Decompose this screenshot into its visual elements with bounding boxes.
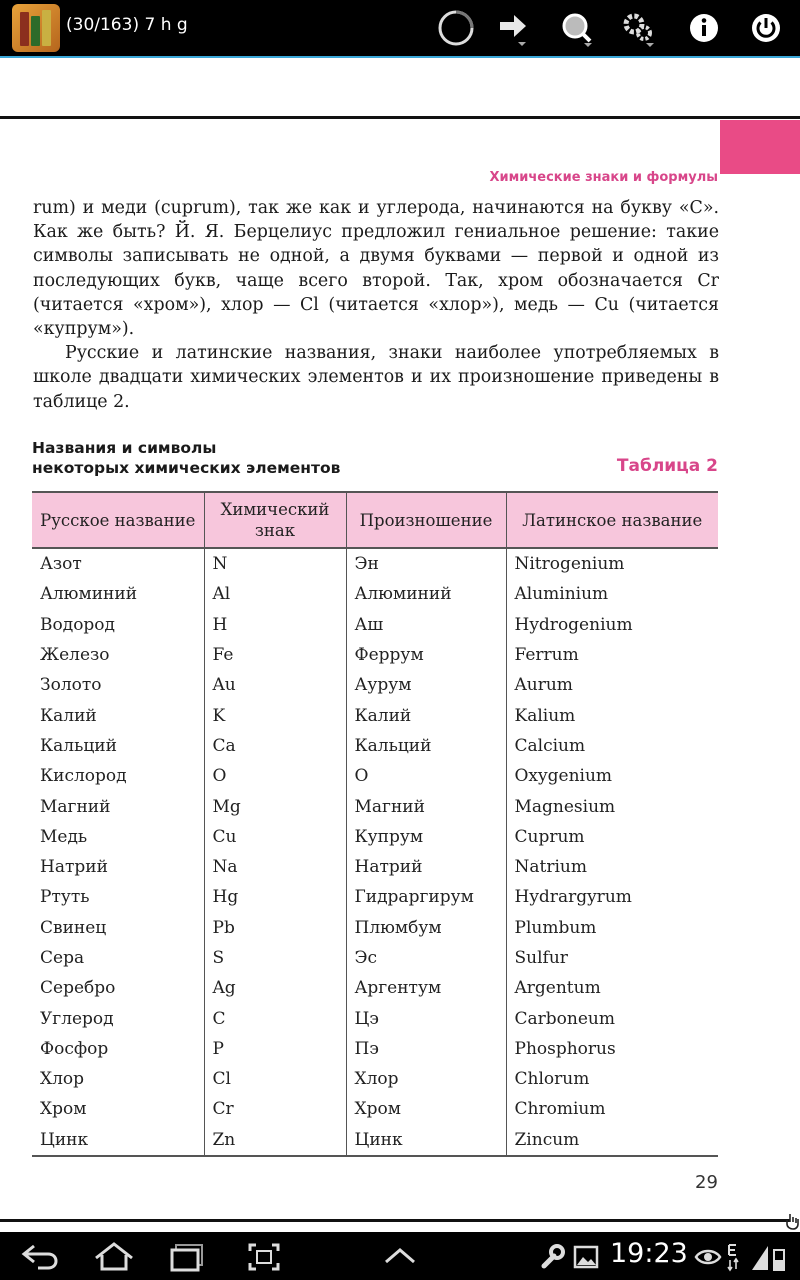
cell-pronunciation: Цинк — [346, 1125, 506, 1156]
table-row — [32, 1034, 718, 1064]
cell-pronunciation: Натрий — [346, 852, 506, 882]
cell-chemical-symbol: S — [204, 943, 346, 973]
page-counter[interactable]: (30/163) 7 h g — [66, 15, 188, 35]
cell-chemical-symbol: Mg — [204, 791, 346, 821]
menu-up-icon[interactable] — [382, 1242, 418, 1270]
cell-chemical-symbol: Cu — [204, 822, 346, 852]
table-caption-line: Названия и символы — [32, 439, 217, 457]
page-bottom-border — [0, 1219, 790, 1222]
home-icon[interactable] — [92, 1240, 136, 1274]
app-icon[interactable] — [12, 4, 60, 52]
cell-russian-name: Медь — [40, 826, 88, 847]
page-top-border — [0, 116, 800, 119]
power-icon[interactable] — [746, 8, 786, 48]
settings-icon[interactable] — [618, 8, 658, 48]
navigate-icon[interactable] — [494, 8, 534, 48]
cell-chemical-symbol: P — [204, 1034, 346, 1064]
system-clock: 19:23 — [610, 1238, 688, 1269]
table-row — [32, 913, 718, 943]
cell-latin-name: Carboneum — [506, 1003, 718, 1033]
table-row — [32, 973, 718, 1003]
table-caption-line: некоторых химических элементов — [32, 459, 341, 477]
cell-russian-name: Серебро — [40, 978, 116, 999]
cell-chemical-symbol: Al — [204, 579, 346, 609]
cell-chemical-symbol: Cr — [204, 1094, 346, 1124]
header-pronunciation: Произношение — [346, 492, 506, 548]
table-caption — [32, 438, 340, 478]
cell-russian-name: Алюминий — [40, 584, 138, 605]
table-row — [32, 1125, 718, 1156]
table-label: Таблица 2 — [616, 456, 718, 476]
cell-chemical-symbol: K — [204, 700, 346, 730]
cell-pronunciation: Хром — [346, 1094, 506, 1124]
toolbar-accent-line — [0, 56, 800, 58]
cell-pronunciation: О — [346, 761, 506, 791]
cell-pronunciation: Пэ — [346, 1034, 506, 1064]
cell-chemical-symbol: Pb — [204, 913, 346, 943]
network-type-icon — [726, 1242, 740, 1272]
gallery-icon — [573, 1244, 599, 1270]
cell-latin-name: Sulfur — [506, 943, 718, 973]
wrench-icon — [540, 1242, 566, 1270]
table-row — [32, 579, 718, 609]
table-row — [32, 943, 718, 973]
chapter-tab — [720, 120, 800, 174]
cell-chemical-symbol: Na — [204, 852, 346, 882]
cell-russian-name: Золото — [40, 675, 102, 696]
cell-chemical-symbol: N — [204, 548, 346, 579]
cell-pronunciation: Кальций — [346, 731, 506, 761]
header-chemical-symbol: Химический знак — [204, 492, 346, 548]
screenshot-icon[interactable] — [244, 1240, 284, 1274]
cell-russian-name: Натрий — [40, 857, 108, 878]
cell-chemical-symbol: Cl — [204, 1064, 346, 1094]
table-row — [32, 882, 718, 912]
reader-toolbar — [0, 0, 800, 56]
cell-latin-name: Ferrum — [506, 640, 718, 670]
cell-pronunciation: Аргентум — [346, 973, 506, 1003]
cell-pronunciation: Плюмбум — [346, 913, 506, 943]
table-row — [32, 640, 718, 670]
cell-latin-name: Plumbum — [506, 913, 718, 943]
cell-latin-name: Hydrogenium — [506, 610, 718, 640]
table-row — [32, 700, 718, 730]
cell-latin-name: Chromium — [506, 1094, 718, 1124]
header-russian-name: Русское название — [32, 492, 204, 548]
cell-latin-name: Calcium — [506, 731, 718, 761]
cell-latin-name: Kalium — [506, 700, 718, 730]
elements-table — [32, 491, 718, 1157]
table-header-row — [32, 492, 718, 548]
table-row — [32, 610, 718, 640]
table-row — [32, 761, 718, 791]
table-row — [32, 1094, 718, 1124]
cell-latin-name: Zincum — [506, 1125, 718, 1156]
cell-latin-name: Aluminium — [506, 579, 718, 609]
cell-latin-name: Phosphorus — [506, 1034, 718, 1064]
cell-russian-name: Азот — [40, 554, 82, 575]
cell-latin-name: Magnesium — [506, 791, 718, 821]
cell-pronunciation: Эн — [346, 548, 506, 579]
recent-apps-icon[interactable] — [168, 1240, 208, 1274]
cell-pronunciation: Феррум — [346, 640, 506, 670]
cell-pronunciation: Аш — [346, 610, 506, 640]
cell-pronunciation: Гидраргирум — [346, 882, 506, 912]
header-latin-name: Латинское название — [506, 492, 718, 548]
info-icon[interactable] — [684, 8, 724, 48]
cell-russian-name: Кислород — [40, 766, 127, 787]
cell-latin-name: Oxygenium — [506, 761, 718, 791]
cell-latin-name: Chlorum — [506, 1064, 718, 1094]
cell-latin-name: Hydrargyrum — [506, 882, 718, 912]
table-body — [32, 548, 718, 1156]
table-row — [32, 1064, 718, 1094]
table-row — [32, 548, 718, 579]
cell-russian-name: Железо — [40, 645, 110, 666]
cell-pronunciation: Цэ — [346, 1003, 506, 1033]
cell-russian-name: Свинец — [40, 917, 107, 938]
cell-chemical-symbol: Ag — [204, 973, 346, 1003]
table-row — [32, 791, 718, 821]
back-icon[interactable] — [20, 1240, 60, 1274]
cell-chemical-symbol: Ca — [204, 731, 346, 761]
table-row — [32, 852, 718, 882]
cell-pronunciation: Хлор — [346, 1064, 506, 1094]
page-number: 29 — [695, 1172, 718, 1193]
paragraph: Русские и латинские названия, знаки наиболее употребляемых в школе двадцати химических элементов и их произношение приведены в таблице 2. — [33, 343, 719, 412]
cell-latin-name: Aurum — [506, 670, 718, 700]
cell-russian-name: Кальций — [40, 735, 117, 756]
touch-hand-icon — [784, 1212, 800, 1230]
signal-icon — [748, 1242, 788, 1272]
cell-pronunciation: Эс — [346, 943, 506, 973]
cell-russian-name: Цинк — [32, 1125, 204, 1156]
table-row — [32, 1003, 718, 1033]
loading-spinner-icon — [436, 8, 476, 48]
table-row — [32, 731, 718, 761]
cell-chemical-symbol: Hg — [204, 882, 346, 912]
cell-chemical-symbol: O — [204, 761, 346, 791]
running-head: Химические знаки и формулы — [489, 170, 718, 185]
cell-russian-name: Калий — [40, 705, 97, 726]
cell-russian-name: Сера — [40, 948, 85, 968]
cell-pronunciation: Алюминий — [346, 579, 506, 609]
cell-latin-name: Argentum — [506, 973, 718, 1003]
cell-latin-name: Cuprum — [506, 822, 718, 852]
search-icon[interactable] — [556, 8, 596, 48]
cell-russian-name: Хром — [40, 1099, 87, 1120]
cell-latin-name: Natrium — [506, 852, 718, 882]
cell-russian-name: Углерод — [40, 1008, 114, 1029]
body-text — [33, 196, 719, 414]
cell-chemical-symbol: H — [204, 610, 346, 640]
cell-russian-name: Хлор — [40, 1069, 85, 1090]
paragraph: rum) и меди (cuprum), так же как и углерода, начинаются на букву «С». Как же быть? Й. Я. Берцелиус предложил гениальное решение: такие символы записывать не одной, а двумя буквами — первой и одной из последующих букв, чаще всего второй. Так, хром обозначается Cr (читается «хром»), хлор — Cl (читается «хлор»), медь — Cu (читается «купрум»). — [33, 198, 719, 340]
cell-latin-name: Nitrogenium — [506, 548, 718, 579]
cell-chemical-symbol: Au — [204, 670, 346, 700]
cell-russian-name: Ртуть — [40, 887, 90, 908]
table-row — [32, 670, 718, 700]
table-row — [32, 822, 718, 852]
cell-chemical-symbol: Zn — [204, 1125, 346, 1156]
cell-russian-name: Водород — [40, 614, 116, 635]
cell-chemical-symbol: Fe — [204, 640, 346, 670]
cell-pronunciation: Купрум — [346, 822, 506, 852]
eye-icon — [694, 1244, 722, 1270]
cell-russian-name: Магний — [40, 796, 111, 817]
cell-chemical-symbol: C — [204, 1003, 346, 1033]
cell-pronunciation: Калий — [346, 700, 506, 730]
cell-pronunciation: Аурум — [346, 670, 506, 700]
cell-russian-name: Фосфор — [40, 1038, 109, 1059]
cell-pronunciation: Магний — [346, 791, 506, 821]
